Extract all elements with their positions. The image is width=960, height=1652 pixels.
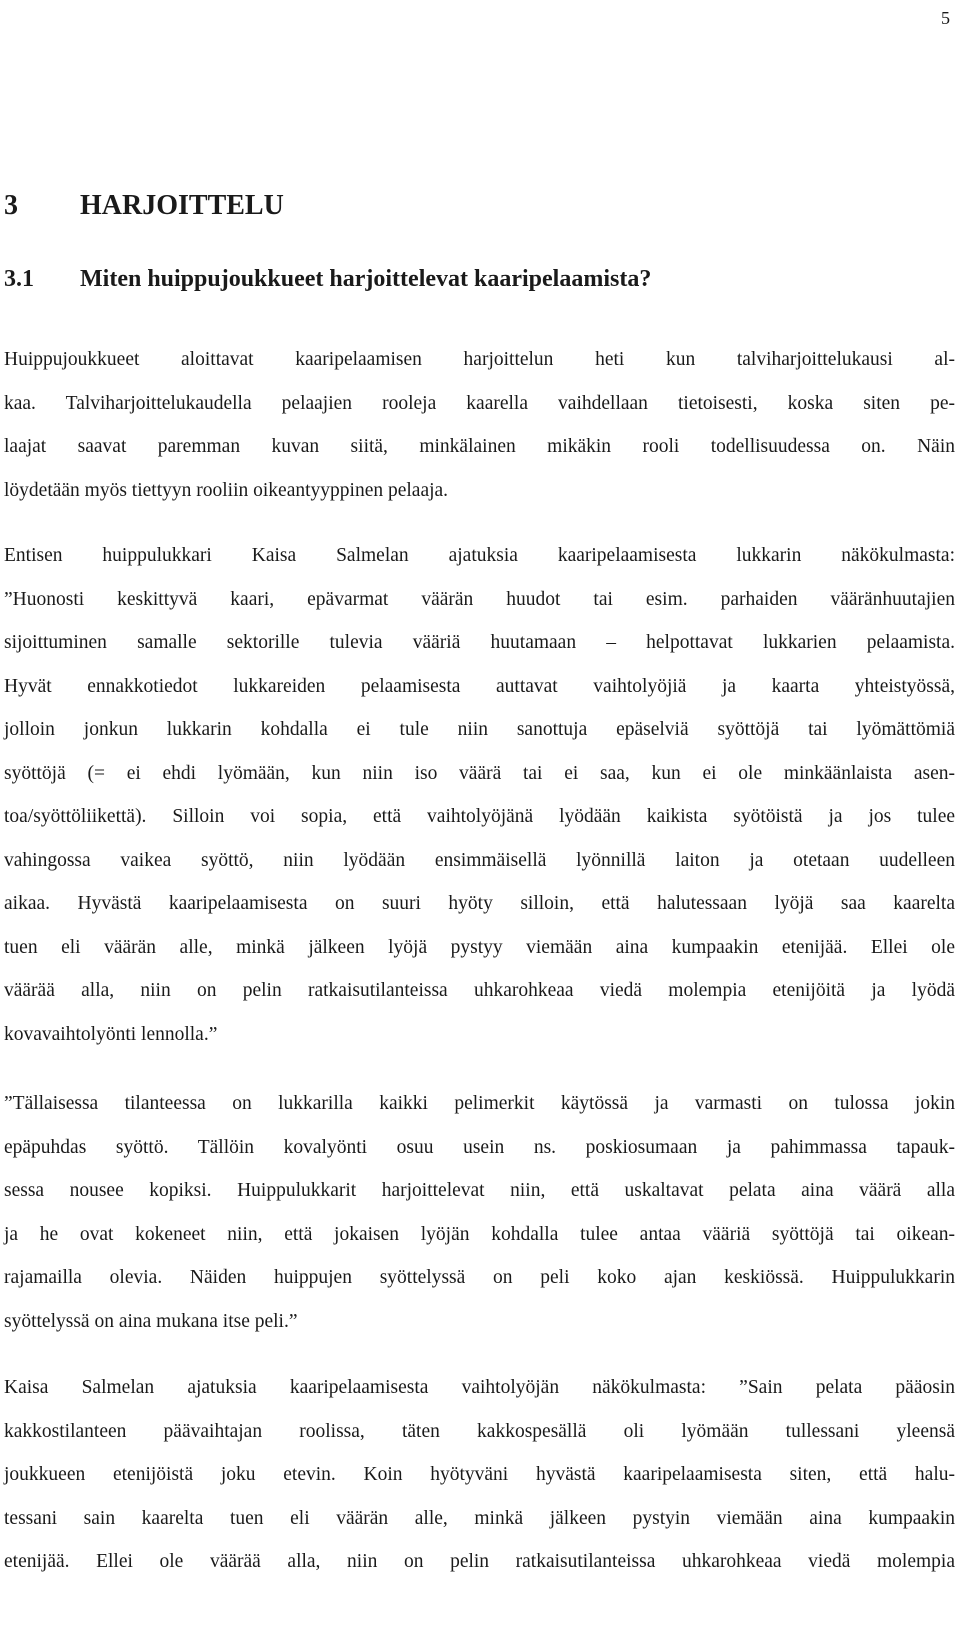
chapter-title: HARJOITTELU (80, 190, 284, 221)
text-line: kaa. Talviharjoittelukaudella pelaajien rooleja kaarella vaihdellaan tietoisesti, koska siten pe- (4, 392, 955, 414)
text-line: Kaisa Salmelan ajatuksia kaaripelaamisesta vaihtolyöjän näkökulmasta: ”Sain pelata pääosin (4, 1377, 955, 1398)
text-line: rajamailla olevia. Näiden huippujen syöttelyssä on peli koko ajan keskiössä. Huippulukkarin (4, 1267, 955, 1288)
text-line: aikaa. Hyvästä kaaripelaamisesta on suuri hyöty silloin, että halutessaan lyöjä saa kaarelta (4, 893, 955, 914)
text-line: laajat saavat paremman kuvan siitä, minkälainen mikäkin rooli todellisuudessa on. Näin (4, 436, 955, 457)
text-line: ”Huonosti keskittyvä kaari, epävarmat väärän huudot tai esim. parhaiden vääränhuutajien (4, 588, 955, 610)
section-heading (4, 266, 651, 293)
text-line: joukkueen etenijöistä joku etevin. Koin hyötyväni hyvästä kaaripelaamisesta siten, että halu- (4, 1464, 955, 1485)
paragraph-4 (4, 1366, 955, 1584)
text-line: sessa nousee kopiksi. Huippulukkarit harjoittelevat niin, että uskaltavat pelata aina väärä alla (4, 1180, 955, 1201)
text-line: jolloin jonkun lukkarin kohdalla ei tule niin sanottuja epäselviä syöttöjä tai lyömättömiä (4, 719, 955, 740)
section-title: Miten huippujoukkueet harjoittelevat kaaripelaamista? (80, 266, 652, 292)
text-line: ja he ovat kokeneet niin, että jokaisen lyöjän kohdalla tulee antaa vääriä syöttöjä tai oikean- (4, 1223, 955, 1245)
section-number: 3.1 (4, 266, 34, 292)
paragraph-3 (4, 1082, 955, 1343)
chapter-heading (4, 190, 284, 222)
text-line: toa/syöttöliikettä). Silloin voi sopia, että vaihtolyöjänä lyödään kaikista syötöistä ja jos tulee (4, 806, 955, 827)
paragraph-1 (4, 338, 955, 512)
text-line: sijoittuminen samalle sektorille tulevia vääriä huutamaan – helpottavat lukkarien pelaamista. (4, 632, 955, 653)
text-line: vahingossa vaikea syöttö, niin lyödään ensimmäisellä lyönnillä laiton ja otetaan uudelleen (4, 849, 955, 871)
page-number: 5 (941, 8, 950, 28)
text-line: väärää alla, niin on pelin ratkaisutilanteissa uhkarohkeaa viedä molempia etenijöitä ja lyödä (4, 980, 955, 1001)
text-line: tuen eli väärän alle, minkä jälkeen lyöjä pystyy viemään aina kumpaakin etenijää. Ellei ole (4, 936, 955, 958)
text-line: syöttelyssä on aina mukana itse peli.” (4, 1310, 298, 1332)
text-line: kakkostilanteen päävaihtajan roolissa, täten kakkospesällä oli lyömään tullessani yleensä (4, 1420, 955, 1442)
text-line: Hyvät ennakkotiedot lukkareiden pelaamisesta auttavat vaihtolyöjiä ja kaarta yhteistyössä, (4, 675, 955, 697)
text-line: tessani sain kaarelta tuen eli väärän alle, minkä jälkeen pystyin viemään aina kumpaakin (4, 1507, 955, 1529)
text-line: kovavaihtolyönti lennolla.” (4, 1023, 218, 1045)
text-line: ”Tällaisessa tilanteessa on lukkarilla kaikki pelimerkit käytössä ja varmasti on tulossa jokin (4, 1093, 955, 1114)
text-line: etenijää. Ellei ole väärää alla, niin on pelin ratkaisutilanteissa uhkarohkeaa viedä molempia (4, 1551, 955, 1572)
chapter-number: 3 (4, 190, 18, 221)
text-line: Entisen huippulukkari Kaisa Salmelan ajatuksia kaaripelaamisesta lukkarin näkökulmasta: (4, 545, 955, 566)
text-line: Huippujoukkueet aloittavat kaaripelaamisen harjoittelun heti kun talviharjoittelukausi al- (4, 349, 955, 370)
text-line: löydetään myös tiettyyn rooliin oikeantyyppinen pelaaja. (4, 479, 449, 501)
text-line: syöttöjä (= ei ehdi lyömään, kun niin iso väärä tai ei saa, kun ei ole minkäänlaista asen- (4, 762, 955, 784)
paragraph-2 (4, 534, 955, 1056)
text-line: epäpuhdas syöttö. Tällöin kovalyönti osuu usein ns. poskiosumaan ja pahimmassa tapauk- (4, 1136, 955, 1158)
